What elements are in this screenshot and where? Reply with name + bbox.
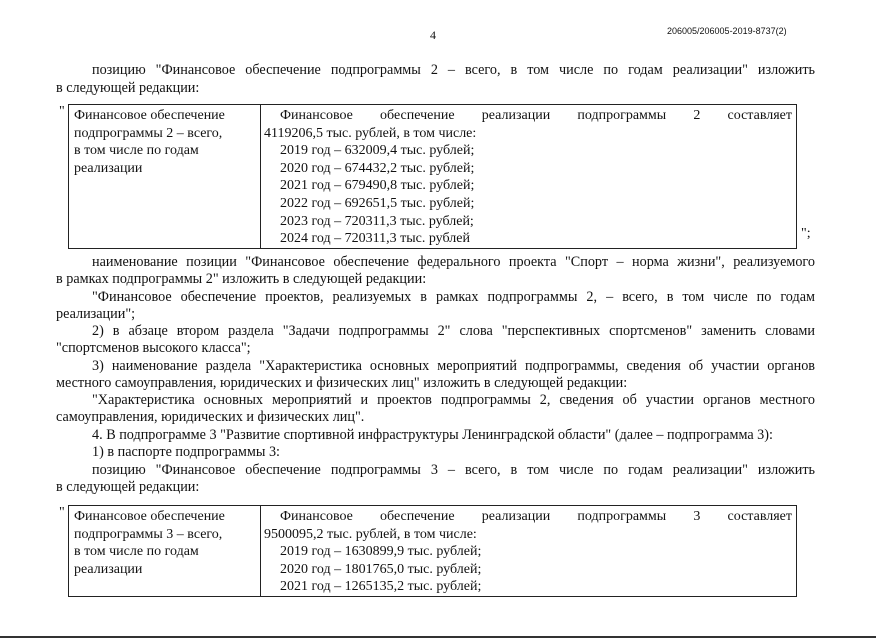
paragraph-line: наименование позиции "Финансовое обеспечение федерального проекта "Спорт – норма жизни", реализуемого bbox=[92, 254, 815, 270]
page-number: 4 bbox=[430, 28, 436, 42]
year-line: 2020 год – 1801765,0 тыс. рублей; bbox=[280, 561, 482, 577]
table-label-cell bbox=[69, 105, 261, 249]
label-line: подпрограммы 2 – всего, bbox=[74, 125, 223, 141]
label-line: реализации bbox=[74, 160, 143, 176]
year-line: 2019 год – 1630899,9 тыс. рублей; bbox=[280, 544, 482, 560]
value-intro: Финансовое обеспечение реализации подпрограммы 3 составляет bbox=[280, 509, 792, 524]
paragraph-line: в следующей редакции: bbox=[56, 479, 200, 495]
label-line: подпрограммы 3 – всего, bbox=[74, 526, 223, 542]
paragraph-line: позицию "Финансовое обеспечение подпрограммы 3 – всего, в том числе по годам реализации" изложить bbox=[92, 462, 815, 478]
table-value-cell bbox=[261, 105, 797, 249]
financing-table-subprogram-2 bbox=[68, 104, 797, 249]
close-quote: "; bbox=[801, 226, 811, 241]
table-value-cell bbox=[261, 506, 797, 597]
paragraph-line: "Финансовое обеспечение проектов, реализуемых в рамках подпрограммы 2, – всего, в том числе по годам bbox=[92, 289, 815, 305]
paragraph-line: 1) в паспорте подпрограммы 3: bbox=[92, 444, 280, 460]
paragraph-line: позицию "Финансовое обеспечение подпрограммы 2 – всего, в том числе по годам реализации" изложить bbox=[92, 62, 815, 78]
paragraph-line: реализации"; bbox=[56, 306, 136, 322]
year-line: 2024 год – 720311,3 тыс. рублей bbox=[280, 231, 470, 247]
financing-table-subprogram-3 bbox=[68, 505, 797, 597]
paragraph-line: "спортсменов высокого класса"; bbox=[56, 340, 251, 356]
label-line: реализации bbox=[74, 561, 143, 577]
label-line: Финансовое обеспечение bbox=[74, 509, 225, 524]
paragraph-line: "Характеристика основных мероприятий и проектов подпрограммы 2, сведения об участии органов местного bbox=[92, 392, 815, 408]
year-line: 2022 год – 692651,5 тыс. рублей; bbox=[280, 195, 475, 211]
document-reference: 206005/206005-2019-8737(2) bbox=[667, 26, 787, 36]
table-label-cell bbox=[69, 506, 261, 597]
year-line: 2023 год – 720311,3 тыс. рублей; bbox=[280, 213, 474, 229]
year-line: 2021 год – 679490,8 тыс. рублей; bbox=[280, 178, 475, 194]
open-quote: " bbox=[59, 505, 65, 520]
label-line: Финансовое обеспечение bbox=[74, 108, 225, 123]
value-total: 9500095,2 тыс. рублей, в том числе: bbox=[264, 526, 477, 542]
open-quote: " bbox=[59, 104, 65, 119]
paragraph-line: местного самоуправления, юридических и физических лиц" изложить в следующей редакции: bbox=[56, 375, 628, 391]
paragraph-line: 2) в абзаце втором раздела "Задачи подпрограммы 2" слова "перспективных спортсменов" заменить словами bbox=[92, 323, 815, 339]
paragraph-line: 3) наименование раздела "Характеристика основных мероприятий подпрограммы, сведения об участии органов bbox=[92, 358, 815, 374]
value-total: 4119206,5 тыс. рублей, в том числе: bbox=[264, 125, 477, 141]
value-intro: Финансовое обеспечение реализации подпрограммы 2 составляет bbox=[280, 108, 792, 123]
paragraph-line: 4. В подпрограмме 3 "Развитие спортивной инфраструктуры Ленинградской области" (далее – подпрограмма 3): bbox=[92, 427, 773, 443]
year-line: 2019 год – 632009,4 тыс. рублей; bbox=[280, 143, 475, 159]
paragraph-line: в рамках подпрограммы 2" изложить в следующей редакции: bbox=[56, 271, 427, 287]
paragraph-line: в следующей редакции: bbox=[56, 80, 200, 96]
year-line: 2020 год – 674432,2 тыс. рублей; bbox=[280, 160, 475, 176]
year-line: 2021 год – 1265135,2 тыс. рублей; bbox=[280, 579, 482, 595]
label-line: в том числе по годам bbox=[74, 544, 199, 560]
paragraph-line: самоуправления, юридических и физических лиц". bbox=[56, 409, 365, 425]
page-bottom-edge bbox=[0, 636, 876, 638]
label-line: в том числе по годам bbox=[74, 143, 199, 159]
